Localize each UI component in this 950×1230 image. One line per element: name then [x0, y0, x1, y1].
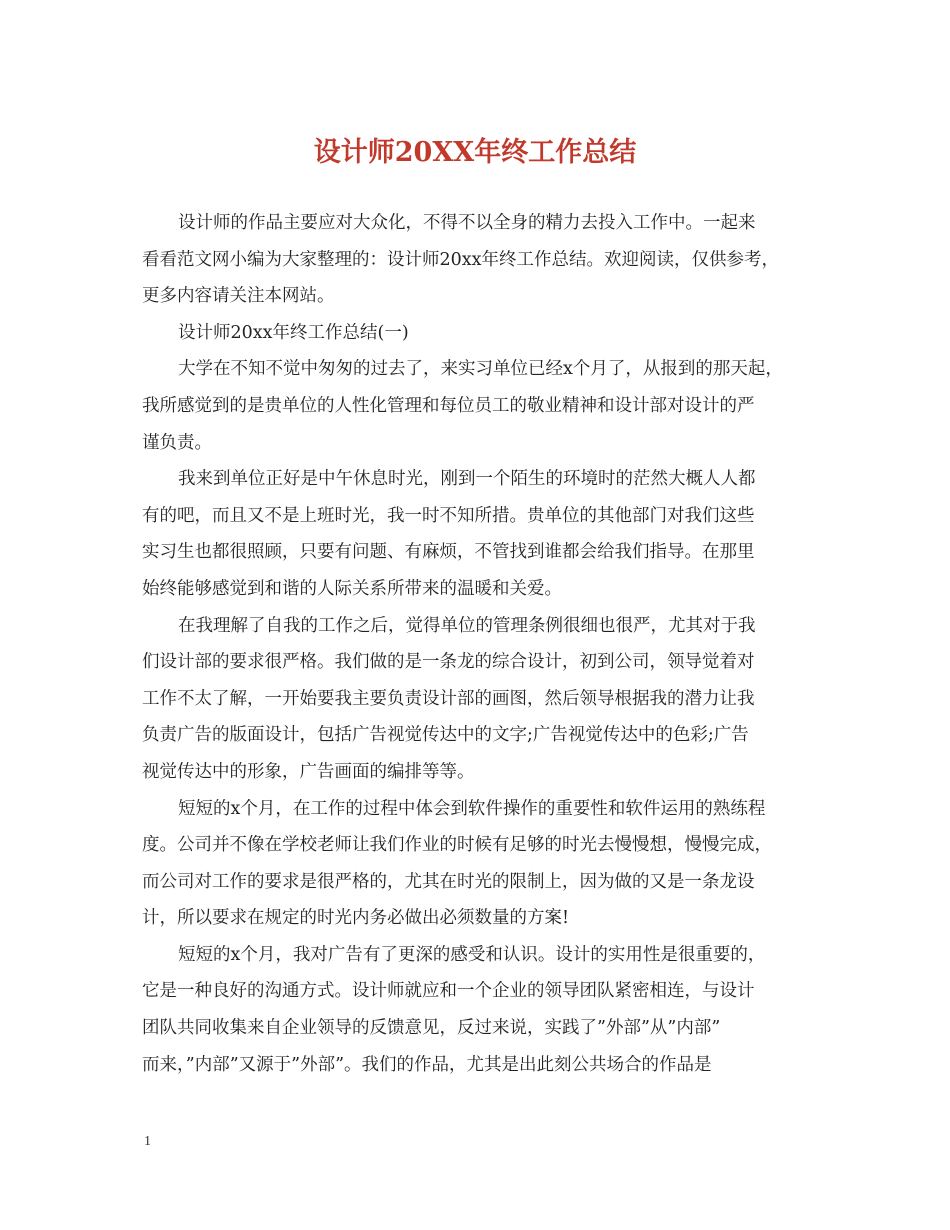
- document-body: [142, 205, 842, 1083]
- text-line: 负责广告的版面设计，包括广告视觉传达中的文字;广告视觉传达中的色彩;广告: [142, 725, 749, 746]
- text-line: 我来到单位正好是中午休息时光，刚到一个陌生的环境时的茫然大概人人都: [178, 469, 756, 490]
- paragraph-university: [142, 351, 842, 461]
- text-line: 而公司对工作的要求是很严格的，尤其在时光的限制上，因为做的又是一条龙设: [142, 871, 755, 892]
- text-line: 看看范文网小编为大家整理的：设计师20xx年终工作总结。欢迎阅读，仅供参考，: [142, 249, 780, 270]
- text-line: 计，所以要求在规定的时光内务必做出必须数量的方案!: [142, 908, 570, 929]
- text-line: 工作不太了解，一开始要我主要负责设计部的画图，然后领导根据我的潜力让我: [142, 688, 755, 709]
- text-line: 设计师的作品主要应对大众化，不得不以全身的精力去投入工作中。一起来: [178, 213, 756, 233]
- text-line: 在我理解了自我的工作之后，觉得单位的管理条例很细也很严，尤其对于我: [178, 615, 756, 636]
- text-line: 设计师20xx年终工作总结(一): [178, 322, 409, 343]
- paragraph-arrival: [142, 461, 842, 607]
- paragraph-advertising: [142, 937, 842, 1083]
- paragraph-intro: [142, 205, 842, 315]
- text-line: 我所感觉到的是贵单位的人性化管理和每位员工的敬业精神和设计部对设计的严: [142, 395, 755, 416]
- text-line: 短短的x个月，我对广告有了更深的感受和认识。设计的实用性是很重要的，: [178, 944, 766, 965]
- text-line: 大学在不知不觉中匆匆的过去了，来实习单位已经x个月了，从报到的那天起，: [178, 359, 783, 380]
- document-title: 设计师20XX年终工作总结: [313, 137, 637, 168]
- paragraph-section-heading: [142, 315, 842, 352]
- text-line: 实习生也都很照顾，只要有问题、有麻烦，不管找到谁都会给我们指导。在那里: [142, 542, 755, 563]
- paragraph-software: [142, 791, 842, 937]
- text-line: 而来，”内部”又源于”外部”。我们的作品，尤其是出此刻公共场合的作品是: [142, 1054, 712, 1075]
- text-line: 谨负责。: [142, 432, 212, 453]
- text-line: 它是一种良好的沟通方式。设计师就应和一个企业的领导团队紧密相连，与设计: [142, 981, 755, 1002]
- text-line: 有的吧，而且又不是上班时光，我一时不知所措。贵单位的其他部门对我们这些: [142, 505, 755, 526]
- text-line: 短短的x个月，在工作的过程中体会到软件操作的重要性和软件运用的熟练程: [178, 798, 766, 819]
- text-line: 视觉传达中的形象，广告画面的编排等等。: [142, 761, 475, 782]
- page-number: 1: [144, 1134, 151, 1149]
- text-line: 度。公司并不像在学校老师让我们作业的时候有足够的时光去慢慢想，慢慢完成，: [142, 835, 772, 856]
- text-line: 们设计部的要求很严格。我们做的是一条龙的综合设计，初到公司，领导觉着对: [142, 652, 755, 673]
- text-line: 始终能够感觉到和谐的人际关系所带来的温暖和关爱。: [142, 578, 562, 599]
- text-line: 更多内容请关注本网站。: [142, 286, 335, 307]
- paragraph-work-understanding: [142, 608, 842, 791]
- text-line: 团队共同收集来自企业领导的反馈意见，反过来说，实践了”外部”从”内部”: [142, 1018, 721, 1039]
